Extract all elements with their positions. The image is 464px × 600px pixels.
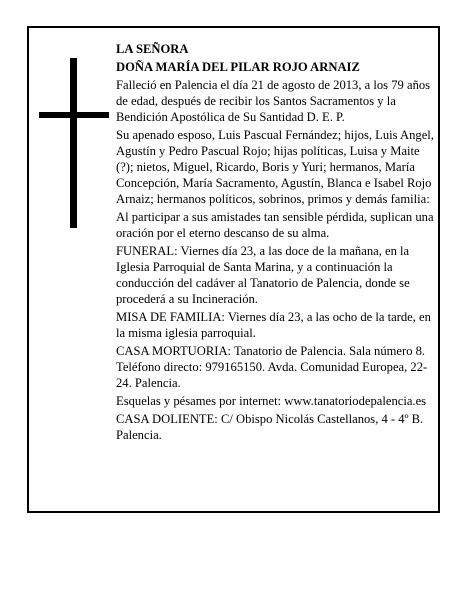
cross-horizontal-bar bbox=[39, 112, 109, 118]
deceased-name: DOÑA MARÍA DEL PILAR ROJO ARNAIZ bbox=[116, 60, 360, 74]
cross-icon bbox=[39, 58, 109, 228]
funeral-info: FUNERAL: Viernes día 23, a las doce de la mañana, en la Iglesia Parroquial de Santa Marina, y a continuación la conducción del cadáver al Tanatorio de Palencia, donde se procederá a su Incineración. bbox=[116, 244, 410, 306]
funeral-home-info: CASA MORTUORIA: Tanatorio de Palencia. Sala número 8. Teléfono directo: 979165150. Avda. Comunidad Europea, 22-24. Palencia. bbox=[116, 344, 428, 390]
death-announcement: Falleció en Palencia el día 21 de agosto de 2013, a los 79 años de edad, después de recibir los Santos Sacramentos y la Bendición Apostólica de Su Santidad D. E. P. bbox=[116, 78, 431, 124]
notice-text bbox=[116, 41, 434, 445]
cross-vertical-bar bbox=[70, 58, 77, 228]
online-condolences: Esquelas y pésames por internet: www.tanatoriodepalencia.es bbox=[116, 394, 427, 408]
obituary-notice bbox=[27, 26, 440, 513]
prayer-request: Al participar a sus amistades tan sensible pérdida, suplican una oración por el eterno descanso de su alma. bbox=[116, 210, 434, 240]
family-list: Su apenado esposo, Luis Pascual Fernández; hijos, Luis Angel, Agustín y Pedro Pascual Rojo; hijas políticas, Luisa y Maite (?); nietos, Miguel, Ricardo, Boris y Yuri; hermanos, María Concepción, María Sacramento, Agustín, Blanca e Isabel Rojo Arnaiz; hermanos políticos, sobrinos, primos y demás familia: bbox=[116, 128, 434, 206]
family-mass-info: MISA DE FAMILIA: Viernes día 23, a las ocho de la tarde, en la misma iglesia parroquial. bbox=[116, 310, 431, 340]
family-home-address: CASA DOLIENTE: C/ Obispo Nicolás Castellanos, 4 - 4º B. Palencia. bbox=[116, 412, 424, 442]
notice-title: LA SEÑORA bbox=[116, 42, 189, 56]
